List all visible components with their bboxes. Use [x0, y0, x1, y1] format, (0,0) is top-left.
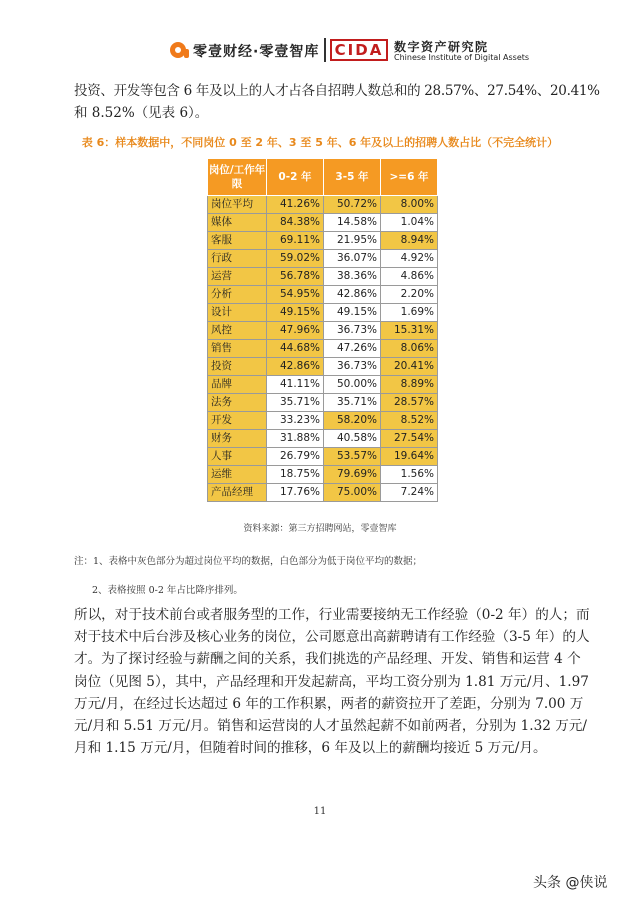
cida-logo: CIDA: [330, 39, 388, 61]
body-line: 岗位（见图 5），其中，产品经理和开发起薪高，平均工资分别为 1.81 万元/月、1.97: [74, 673, 589, 690]
row-value-cell: 31.88%: [267, 430, 324, 448]
row-position-name: 行政: [208, 250, 267, 268]
row-value-cell: 8.00%: [381, 196, 438, 214]
intro-paragraph: [74, 80, 600, 124]
table-row: [208, 412, 438, 430]
row-value-cell: 59.02%: [267, 250, 324, 268]
note-1: 注：1、表格中灰色部分为超过岗位平均的数据，白色部分为低于岗位平均的数据；: [74, 556, 423, 567]
row-value-cell: 1.69%: [381, 304, 438, 322]
row-value-cell: 44.68%: [267, 340, 324, 358]
row-value-cell: 50.00%: [324, 376, 381, 394]
page-header: [0, 38, 640, 66]
row-value-cell: 35.71%: [267, 394, 324, 412]
table-row: [208, 304, 438, 322]
brand-name: 零壹财经·零壹智库: [193, 44, 320, 60]
row-value-cell: 75.00%: [324, 484, 381, 502]
row-value-cell: 8.94%: [381, 232, 438, 250]
table-row: [208, 466, 438, 484]
row-position-name: 分析: [208, 286, 267, 304]
row-value-cell: 8.06%: [381, 340, 438, 358]
table-caption: 表 6：样本数据中，不同岗位 0 至 2 年、3 至 5 年、6 年及以上的招聘人数占比（不完全统计）: [81, 136, 559, 149]
row-value-cell: 26.79%: [267, 448, 324, 466]
body-paragraph: [74, 604, 590, 759]
body-line: 所以，对于技术前台或者服务型的工作，行业需要接纳无工作经验（0-2 年）的人；而: [74, 607, 590, 623]
table-row: [208, 448, 438, 466]
table-header-row: [208, 159, 438, 196]
row-value-cell: 49.15%: [267, 304, 324, 322]
row-value-cell: 47.26%: [324, 340, 381, 358]
table-row: [208, 214, 438, 232]
row-position-name: 财务: [208, 430, 267, 448]
row-position-name: 媒体: [208, 214, 267, 232]
row-position-name: 客服: [208, 232, 267, 250]
row-value-cell: 28.57%: [381, 394, 438, 412]
cida-english-name: Chinese Institute of Digital Assets: [394, 53, 530, 62]
column-header-6-plus: >=6 年: [381, 159, 438, 196]
row-value-cell: 35.71%: [324, 394, 381, 412]
body-line: 对于技术中后台涉及核心业务的岗位，公司愿意出高薪聘请有工作经验（3-5 年）的人: [74, 629, 590, 646]
row-value-cell: 84.38%: [267, 214, 324, 232]
table-source: 资料来源：第三方招聘网站，零壹智库: [243, 524, 397, 534]
row-value-cell: 79.69%: [324, 466, 381, 484]
row-value-cell: 56.78%: [267, 268, 324, 286]
row-value-cell: 40.58%: [324, 430, 381, 448]
table-row: [208, 232, 438, 250]
row-value-cell: 50.72%: [324, 196, 381, 214]
row-value-cell: 4.86%: [381, 268, 438, 286]
row-value-cell: 33.23%: [267, 412, 324, 430]
body-line: 月和 1.15 万元/月，但随着时间的推移，6 年及以上的薪酬均接近 5 万元/月。: [74, 740, 547, 757]
brand-logo-icon: [170, 42, 186, 58]
table-row: [208, 250, 438, 268]
row-value-cell: 42.86%: [267, 358, 324, 376]
row-value-cell: 41.26%: [267, 196, 324, 214]
row-value-cell: 36.73%: [324, 358, 381, 376]
row-value-cell: 18.75%: [267, 466, 324, 484]
table-row: [208, 484, 438, 502]
row-position-name: 风控: [208, 322, 267, 340]
table-row: [208, 340, 438, 358]
body-line: 万元/月，在经过长达超过 6 年的工作积累，两者的薪资拉开了差距，分别为 7.00 万: [74, 695, 584, 712]
intro-line: 和 8.52%（见表 6）。: [74, 105, 209, 121]
row-value-cell: 7.24%: [381, 484, 438, 502]
table-row: [208, 286, 438, 304]
table-row: [208, 268, 438, 286]
row-value-cell: 20.41%: [381, 358, 438, 376]
row-value-cell: 69.11%: [267, 232, 324, 250]
row-value-cell: 19.64%: [381, 448, 438, 466]
row-value-cell: 27.54%: [381, 430, 438, 448]
row-position-name: 运营: [208, 268, 267, 286]
row-value-cell: 2.20%: [381, 286, 438, 304]
table-row: [208, 196, 438, 214]
table-row: [208, 394, 438, 412]
column-header-position: 岗位/工作年限: [208, 159, 267, 196]
row-position-name: 产品经理: [208, 484, 267, 502]
watermark: 头条 @侠说: [533, 875, 608, 891]
row-value-cell: 41.11%: [267, 376, 324, 394]
cida-chinese-name: 数字资产研究院: [394, 40, 489, 54]
row-value-cell: 17.76%: [267, 484, 324, 502]
column-header-3-5: 3-5 年: [324, 159, 381, 196]
row-value-cell: 1.04%: [381, 214, 438, 232]
row-value-cell: 42.86%: [324, 286, 381, 304]
row-position-name: 岗位平均: [208, 196, 267, 214]
row-value-cell: 21.95%: [324, 232, 381, 250]
row-value-cell: 15.31%: [381, 322, 438, 340]
table-row: [208, 322, 438, 340]
row-value-cell: 54.95%: [267, 286, 324, 304]
row-value-cell: 8.52%: [381, 412, 438, 430]
header-divider: [324, 38, 326, 62]
row-value-cell: 58.20%: [324, 412, 381, 430]
table-row: [208, 376, 438, 394]
row-value-cell: 14.58%: [324, 214, 381, 232]
row-value-cell: 1.56%: [381, 466, 438, 484]
body-line: 元/月和 5.51 万元/月。销售和运营岗的人才虽然起薪不如前两者，分别为 1.32 万元/: [74, 718, 587, 735]
table-row: [208, 358, 438, 376]
page-number: 11: [313, 806, 327, 817]
row-value-cell: 4.92%: [381, 250, 438, 268]
row-value-cell: 53.57%: [324, 448, 381, 466]
row-position-name: 设计: [208, 304, 267, 322]
row-value-cell: 8.89%: [381, 376, 438, 394]
row-value-cell: 36.07%: [324, 250, 381, 268]
row-value-cell: 36.73%: [324, 322, 381, 340]
recruitment-ratio-table: [207, 158, 438, 502]
table-row: [208, 430, 438, 448]
row-position-name: 品牌: [208, 376, 267, 394]
row-position-name: 法务: [208, 394, 267, 412]
row-position-name: 销售: [208, 340, 267, 358]
row-value-cell: 47.96%: [267, 322, 324, 340]
row-value-cell: 49.15%: [324, 304, 381, 322]
intro-line: 投资、开发等包含 6 年及以上的人才占各自招聘人数总和的 28.57%、27.54%、20.41%: [74, 83, 600, 99]
note-2: 2、表格按照 0-2 年占比降序排列。: [92, 585, 243, 596]
row-position-name: 开发: [208, 412, 267, 430]
row-value-cell: 38.36%: [324, 268, 381, 286]
body-line: 才。为了探讨经验与薪酬之间的关系，我们挑选的产品经理、开发、销售和运营 4 个: [74, 651, 581, 668]
row-position-name: 运维: [208, 466, 267, 484]
column-header-0-2: 0-2 年: [267, 159, 324, 196]
row-position-name: 投资: [208, 358, 267, 376]
row-position-name: 人事: [208, 448, 267, 466]
